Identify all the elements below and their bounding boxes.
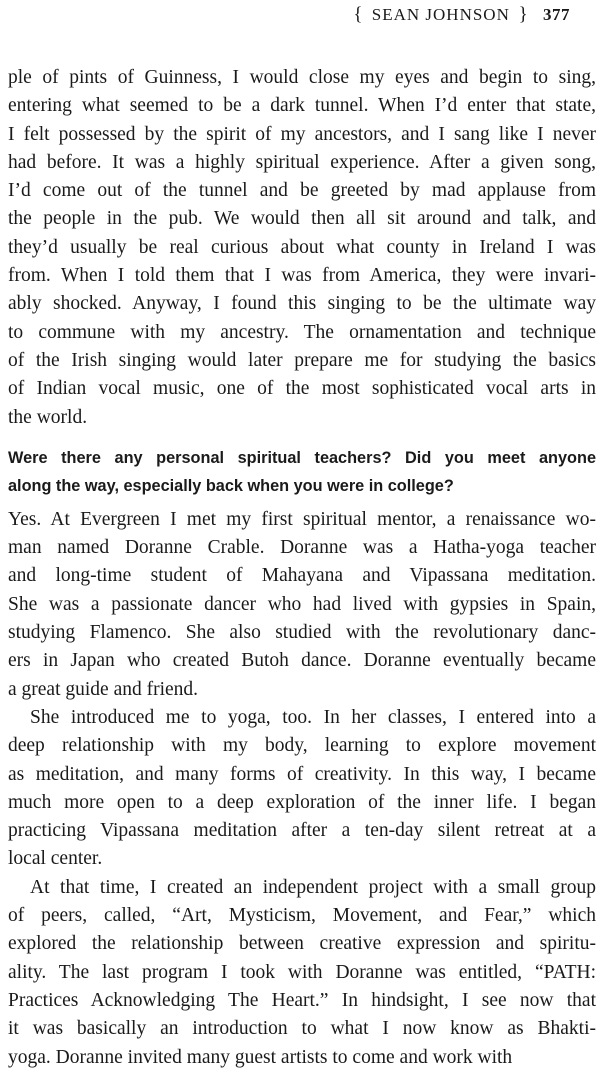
body-paragraph — [8, 64, 596, 432]
text-line: and long-time student of Mahayana and Vipassana meditation. — [8, 565, 596, 587]
text-line: She was a passionate dancer who had lived with gypsies in Spain, — [8, 593, 596, 615]
text-line: much more open to a deep exploration of the inner life. I began — [8, 791, 596, 813]
running-head-brace-open: { — [353, 4, 364, 25]
text-line: ple of pints of Guinness, I would close my eyes and begin to sing, — [8, 67, 596, 88]
text-line: She introduced me to yoga, too. In her classes, I entered into a — [30, 706, 596, 728]
body-text — [8, 64, 596, 1072]
text-line: a great guide and friend. — [8, 678, 199, 700]
text-line: I’d come out of the tunnel and be greeted by mad applause from — [8, 180, 596, 202]
text-line: ably shocked. Anyway, I found this singing to be the ultimate way — [8, 293, 596, 315]
text-line: had before. It was a highly spiritual experience. After a given song, — [8, 151, 596, 173]
text-line: practicing Vipassana meditation after a ten-day silent retreat at a — [8, 820, 596, 842]
text-line: ers in Japan who created Butoh dance. Doranne eventually became — [8, 650, 596, 672]
text-line: local center. — [8, 848, 103, 870]
body-paragraph — [8, 704, 596, 874]
text-line: they’d usually be real curious about what county in Ireland I was — [8, 236, 596, 258]
text-line: Yes. At Evergreen I met my first spiritual mentor, a renaissance wo- — [8, 508, 596, 530]
text-line: deep relationship with my body, learning to explore movement — [8, 735, 596, 757]
interview-question — [8, 444, 596, 500]
text-line: entering what seemed to be a dark tunnel. When I’d enter that state, — [8, 95, 596, 117]
text-line: it was basically an introduction to what I now know as Bhakti- — [8, 1018, 596, 1040]
text-line: of the Irish singing would later prepare me for studying the basics — [8, 349, 596, 371]
text-line: of peers, called, “Art, Mysticism, Movement, and Fear,” which — [8, 905, 596, 927]
text-line: studying Flamenco. She also studied with the revolutionary danc- — [8, 622, 596, 644]
body-paragraph — [8, 874, 596, 1072]
running-head-author: SEAN JOHNSON — [371, 5, 510, 24]
text-line: the world. — [8, 406, 88, 428]
text-line: of Indian vocal music, one of the most sophisticated vocal arts in — [8, 378, 596, 400]
text-line: as meditation, and many forms of creativity. In this way, I became — [8, 763, 596, 785]
body-paragraph — [8, 506, 596, 704]
text-line: along the way, especially back when you were in college? — [8, 476, 454, 495]
text-line: yoga. Doranne invited many guest artists to come and work with — [8, 1046, 513, 1068]
text-line: ality. The last program I took with Doranne was entitled, “PATH: — [8, 961, 596, 983]
running-head — [353, 4, 570, 26]
text-line: from. When I told them that I was from America, they were invari- — [8, 265, 596, 287]
text-line: man named Doranne Crable. Doranne was a Hatha-yoga teacher — [8, 537, 596, 559]
text-line: Were there any personal spiritual teachers? Did you meet anyone — [8, 448, 596, 467]
text-line: to commune with my ancestry. The ornamentation and technique — [8, 321, 596, 343]
text-line: the people in the pub. We would then all sit around and talk, and — [8, 208, 596, 230]
running-head-brace-close: } — [518, 4, 529, 25]
text-line: Practices Acknowledging The Heart.” In hindsight, I see now that — [8, 989, 596, 1011]
text-line: At that time, I created an independent project with a small group — [30, 876, 596, 898]
text-line: I felt possessed by the spirit of my ancestors, and I sang like I never — [8, 123, 596, 145]
page-number: 377 — [543, 5, 570, 24]
text-line: explored the relationship between creative expression and spiritu- — [8, 933, 596, 955]
